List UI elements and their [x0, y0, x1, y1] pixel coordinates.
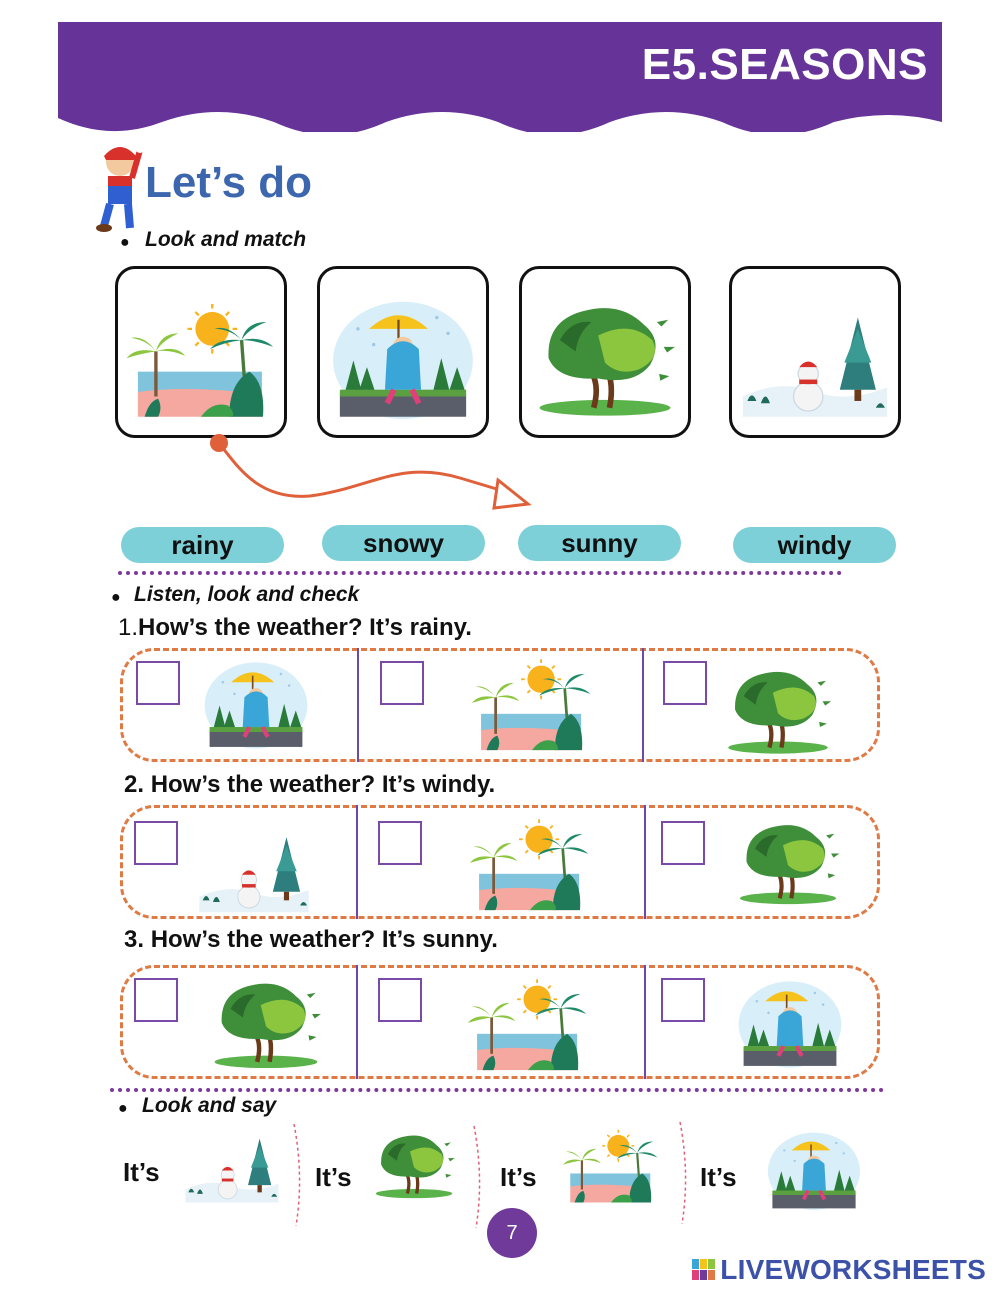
snowy-snowman-icon: [732, 269, 898, 435]
windy-tree-icon: [368, 1124, 460, 1204]
sunny-palms-icon: [460, 812, 600, 912]
sunny-palms-icon: [462, 652, 602, 752]
windy-tree-icon: [204, 972, 328, 1072]
match-card-windy[interactable]: [519, 266, 691, 438]
question-text: How’s the weather? It’s sunny.: [150, 926, 498, 953]
section-divider: [118, 571, 842, 575]
word-pill-windy[interactable]: windy: [733, 527, 896, 563]
question-3: [124, 926, 498, 954]
brand-name: LIVEWORKSHEETS: [720, 1254, 986, 1285]
word-pill-sunny[interactable]: sunny: [518, 525, 681, 561]
separator-line: [290, 1122, 304, 1228]
option-divider: [644, 965, 646, 1079]
question-number: 2.: [124, 771, 145, 798]
sunny-palms-icon: [556, 1124, 666, 1204]
option-divider: [644, 805, 646, 919]
mascot-icon: [94, 136, 144, 232]
separator-line: [676, 1120, 690, 1226]
bullet-icon: ●: [120, 234, 130, 251]
question-2: [124, 771, 495, 799]
question-text: How’s the weather? It’s rainy.: [138, 614, 472, 641]
match-card-sunny[interactable]: [115, 266, 287, 438]
question-1: [118, 614, 472, 642]
section-divider: [110, 1088, 884, 1092]
q2-checkbox-3[interactable]: [661, 821, 705, 865]
rainy-umbrella-icon: [732, 974, 848, 1070]
word-pill-rainy[interactable]: rainy: [121, 527, 284, 563]
option-divider: [642, 648, 644, 762]
rainy-umbrella-icon: [320, 269, 486, 435]
question-number: 3.: [124, 926, 145, 953]
separator-line: [470, 1124, 484, 1230]
match-card-snowy[interactable]: [729, 266, 901, 438]
its-label: It’s: [123, 1157, 160, 1187]
q3-checkbox-3[interactable]: [661, 978, 705, 1022]
snowy-snowman-icon: [178, 1124, 286, 1204]
instruction-look-and-say: Look and say: [142, 1094, 277, 1117]
page-title: E5.SEASONS: [641, 40, 928, 89]
bullet-icon: ●: [118, 1100, 128, 1117]
bullet-icon: ●: [111, 589, 121, 606]
windy-tree-icon: [730, 812, 846, 910]
its-label: It’s: [500, 1162, 537, 1192]
sunny-palms-icon: [118, 269, 284, 435]
section-heading: Let’s do: [145, 158, 313, 207]
its-label: It’s: [700, 1162, 737, 1192]
its-label: It’s: [315, 1162, 352, 1192]
windy-tree-icon: [522, 269, 688, 435]
q1-checkbox-1[interactable]: [136, 661, 180, 705]
page-number: 7: [487, 1208, 537, 1258]
q3-checkbox-2[interactable]: [378, 978, 422, 1022]
word-pill-snowy[interactable]: snowy: [322, 525, 485, 561]
option-divider: [356, 805, 358, 919]
example-match-arrow: [200, 430, 540, 520]
q3-checkbox-1[interactable]: [134, 978, 178, 1022]
q2-checkbox-1[interactable]: [134, 821, 178, 865]
sunny-palms-icon: [458, 972, 598, 1072]
rainy-umbrella-icon: [762, 1124, 866, 1214]
option-divider: [356, 965, 358, 1079]
rainy-umbrella-icon: [198, 656, 314, 750]
match-card-rainy[interactable]: [317, 266, 489, 438]
snowy-snowman-icon: [190, 820, 318, 914]
q2-checkbox-2[interactable]: [378, 821, 422, 865]
instruction-look-and-match: Look and match: [145, 228, 307, 251]
q1-checkbox-3[interactable]: [663, 661, 707, 705]
brand-logo-icon: [692, 1259, 716, 1281]
option-divider: [357, 648, 359, 762]
instruction-listen-look-check: Listen, look and check: [134, 583, 360, 606]
windy-tree-icon: [718, 660, 838, 758]
q1-checkbox-2[interactable]: [380, 661, 424, 705]
question-number: 1.: [118, 614, 139, 641]
question-text: How’s the weather? It’s windy.: [150, 771, 496, 798]
